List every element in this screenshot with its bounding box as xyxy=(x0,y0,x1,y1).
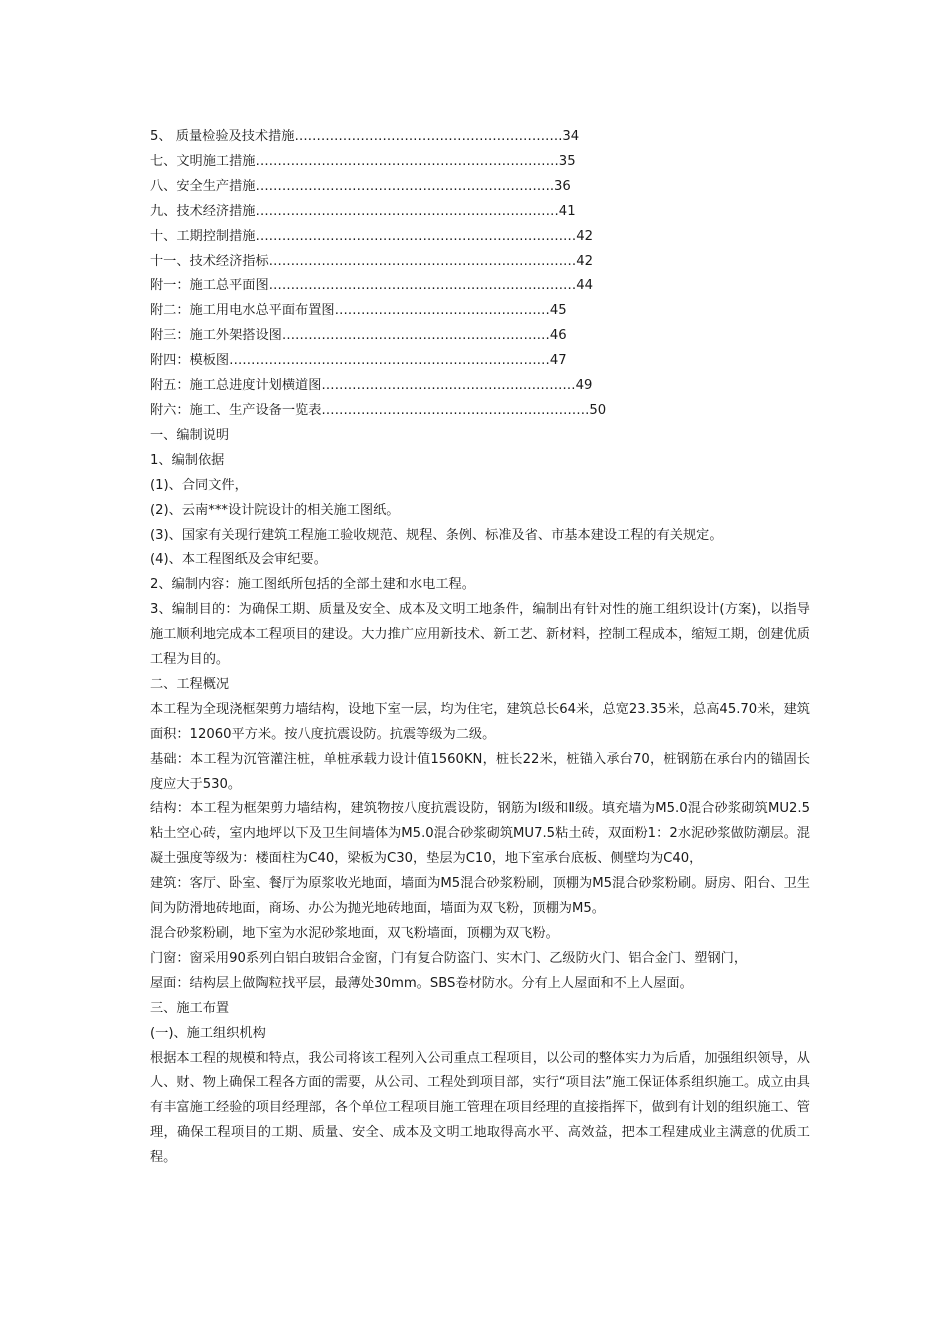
list-item: (1)、合同文件， xyxy=(150,477,248,493)
toc-item: 附六：施工、生产设备一览表……………………………………….……………50 xyxy=(150,402,607,418)
toc-item: 附二：施工用电水总平面布置图……………………………….…………45 xyxy=(150,303,567,319)
toc-item: 附五：施工总进度计划横道图………………………..……………..…………49 xyxy=(150,378,593,394)
section-heading: 三、施工布置 xyxy=(150,1000,230,1016)
paragraph: 门窗：窗采用90系列白铝白玻铝合金窗，门有复合防盗门、实木门、乙级防火门、铝合金门、塑钢门， xyxy=(150,950,748,966)
toc-item: 九、技术经济措施……………………………………………………………41 xyxy=(150,203,576,219)
section-heading: 二、工程概况 xyxy=(150,676,230,692)
document-page xyxy=(150,125,810,1171)
subsection-heading: 2、编制内容：施工图纸所包括的全部土建和水电工程。 xyxy=(150,577,475,593)
toc-item: 十一、技术经济指标……………………………………………….……………42 xyxy=(150,253,593,269)
list-item: (2)、云南***设计院设计的相关施工图纸。 xyxy=(150,502,400,518)
paragraph: 建筑：客厅、卧室、餐厅为原浆收光地面，墙面为M5混合砂浆粉刷，顶棚为M5混合砂浆粉刷。厨房、阳台、卫生间为防滑地砖地面，商场、办公为抛光地砖地面，墙面为双飞粉，顶棚为M5。 xyxy=(150,876,810,917)
table-of-contents xyxy=(150,125,810,424)
paragraph: 混合砂浆粉刷，地下室为水泥砂浆地面，双飞粉墙面，顶棚为双飞粉。 xyxy=(150,926,559,941)
list-item: (3)、国家有关现行建筑工程施工验收规范、规程、条例、标准及省、市基本建设工程的有关规定。 xyxy=(150,527,723,543)
toc-item: 附四：模板图…………………………………………………….…………47 xyxy=(150,353,567,369)
section-construction-layout xyxy=(150,997,810,1171)
toc-item: 5、 质量检验及技术措施…………………………………………………….34 xyxy=(150,129,580,144)
toc-item: 七、文明施工措施……………………………………………………………35 xyxy=(150,153,576,169)
section-project-overview xyxy=(150,673,810,997)
paragraph: 本工程为全现浇框架剪力墙结构，设地下室一层，均为住宅，建筑总长64米，总宽23.35米，总高45.70米，建筑面积：12060平方米。按八度抗震设防。抗震等级为二级。 xyxy=(150,701,810,742)
paragraph: 根据本工程的规模和特点，我公司将该工程列入公司重点工程项目，以公司的整体实力为后盾，加强组织领导，从人、财、物上确保工程各方面的需要，从公司、工程处到项目部，实行“项目法”施工保证体系组织施工。成立由具有丰富施工经验的项目经理部，各个单位工程项目施工管理在项目经理的直接指挥下，做到有计划的组织施工、管理，确保工程项目的工期、质量、安全、成本及文明工地取得高水平、高效益，把本工程建成业主满意的优质工程。 xyxy=(150,1050,810,1166)
paragraph: 结构：本工程为框架剪力墙结构，建筑物按八度抗震设防，钢筋为Ⅰ级和Ⅱ级。填充墙为M5.0混合砂浆砌筑MU2.5粘土空心砖，室内地坪以下及卫生间墙体为M5.0混合砂浆砌筑MU7.5粘土砖，双面粉1：2水泥砂浆做防潮层。混凝土强度等级为：楼面柱为C40，梁板为C30，垫层为C10，地下室承台底板、侧壁均为C40， xyxy=(150,801,810,867)
section-heading: 一、编制说明 xyxy=(150,427,230,443)
toc-item: 附三：施工外架搭设图………………………………………….…………46 xyxy=(150,328,567,344)
paragraph: 基础：本工程为沉管灌注桩，单桩承载力设计值1560KN，桩长22米，桩锚入承台70，桩钢筋在承台内的锚固长度应大于530。 xyxy=(150,751,810,792)
paragraph: 3、编制目的：为确保工期、质量及安全、成本及文明工地条件，编制出有针对性的施工组织设计(方案)，以指导施工顺利地完成本工程项目的建设。大力推广应用新技术、新工艺、新材料，控制工程成本，缩短工期，创建优质工程为目的。 xyxy=(150,602,810,668)
toc-item: 八、安全生产措施…………………………………………………………..36 xyxy=(150,178,571,194)
subsection-heading: (一)、施工组织机构 xyxy=(150,1025,266,1041)
toc-item: 附一：施工总平面图……………………………………………….……………44 xyxy=(150,278,593,294)
subsection-heading: 1、编制依据 xyxy=(150,452,225,468)
paragraph: 屋面：结构层上做陶粒找平层，最薄处30mm。SBS卷材防水。分有上人屋面和不上人屋面。 xyxy=(150,975,693,991)
list-item: (4)、本工程图纸及会审纪要。 xyxy=(150,552,327,568)
section-compilation-notes xyxy=(150,424,810,673)
toc-item: 十、工期控制措施…………………………………………………….…………42 xyxy=(150,228,593,244)
